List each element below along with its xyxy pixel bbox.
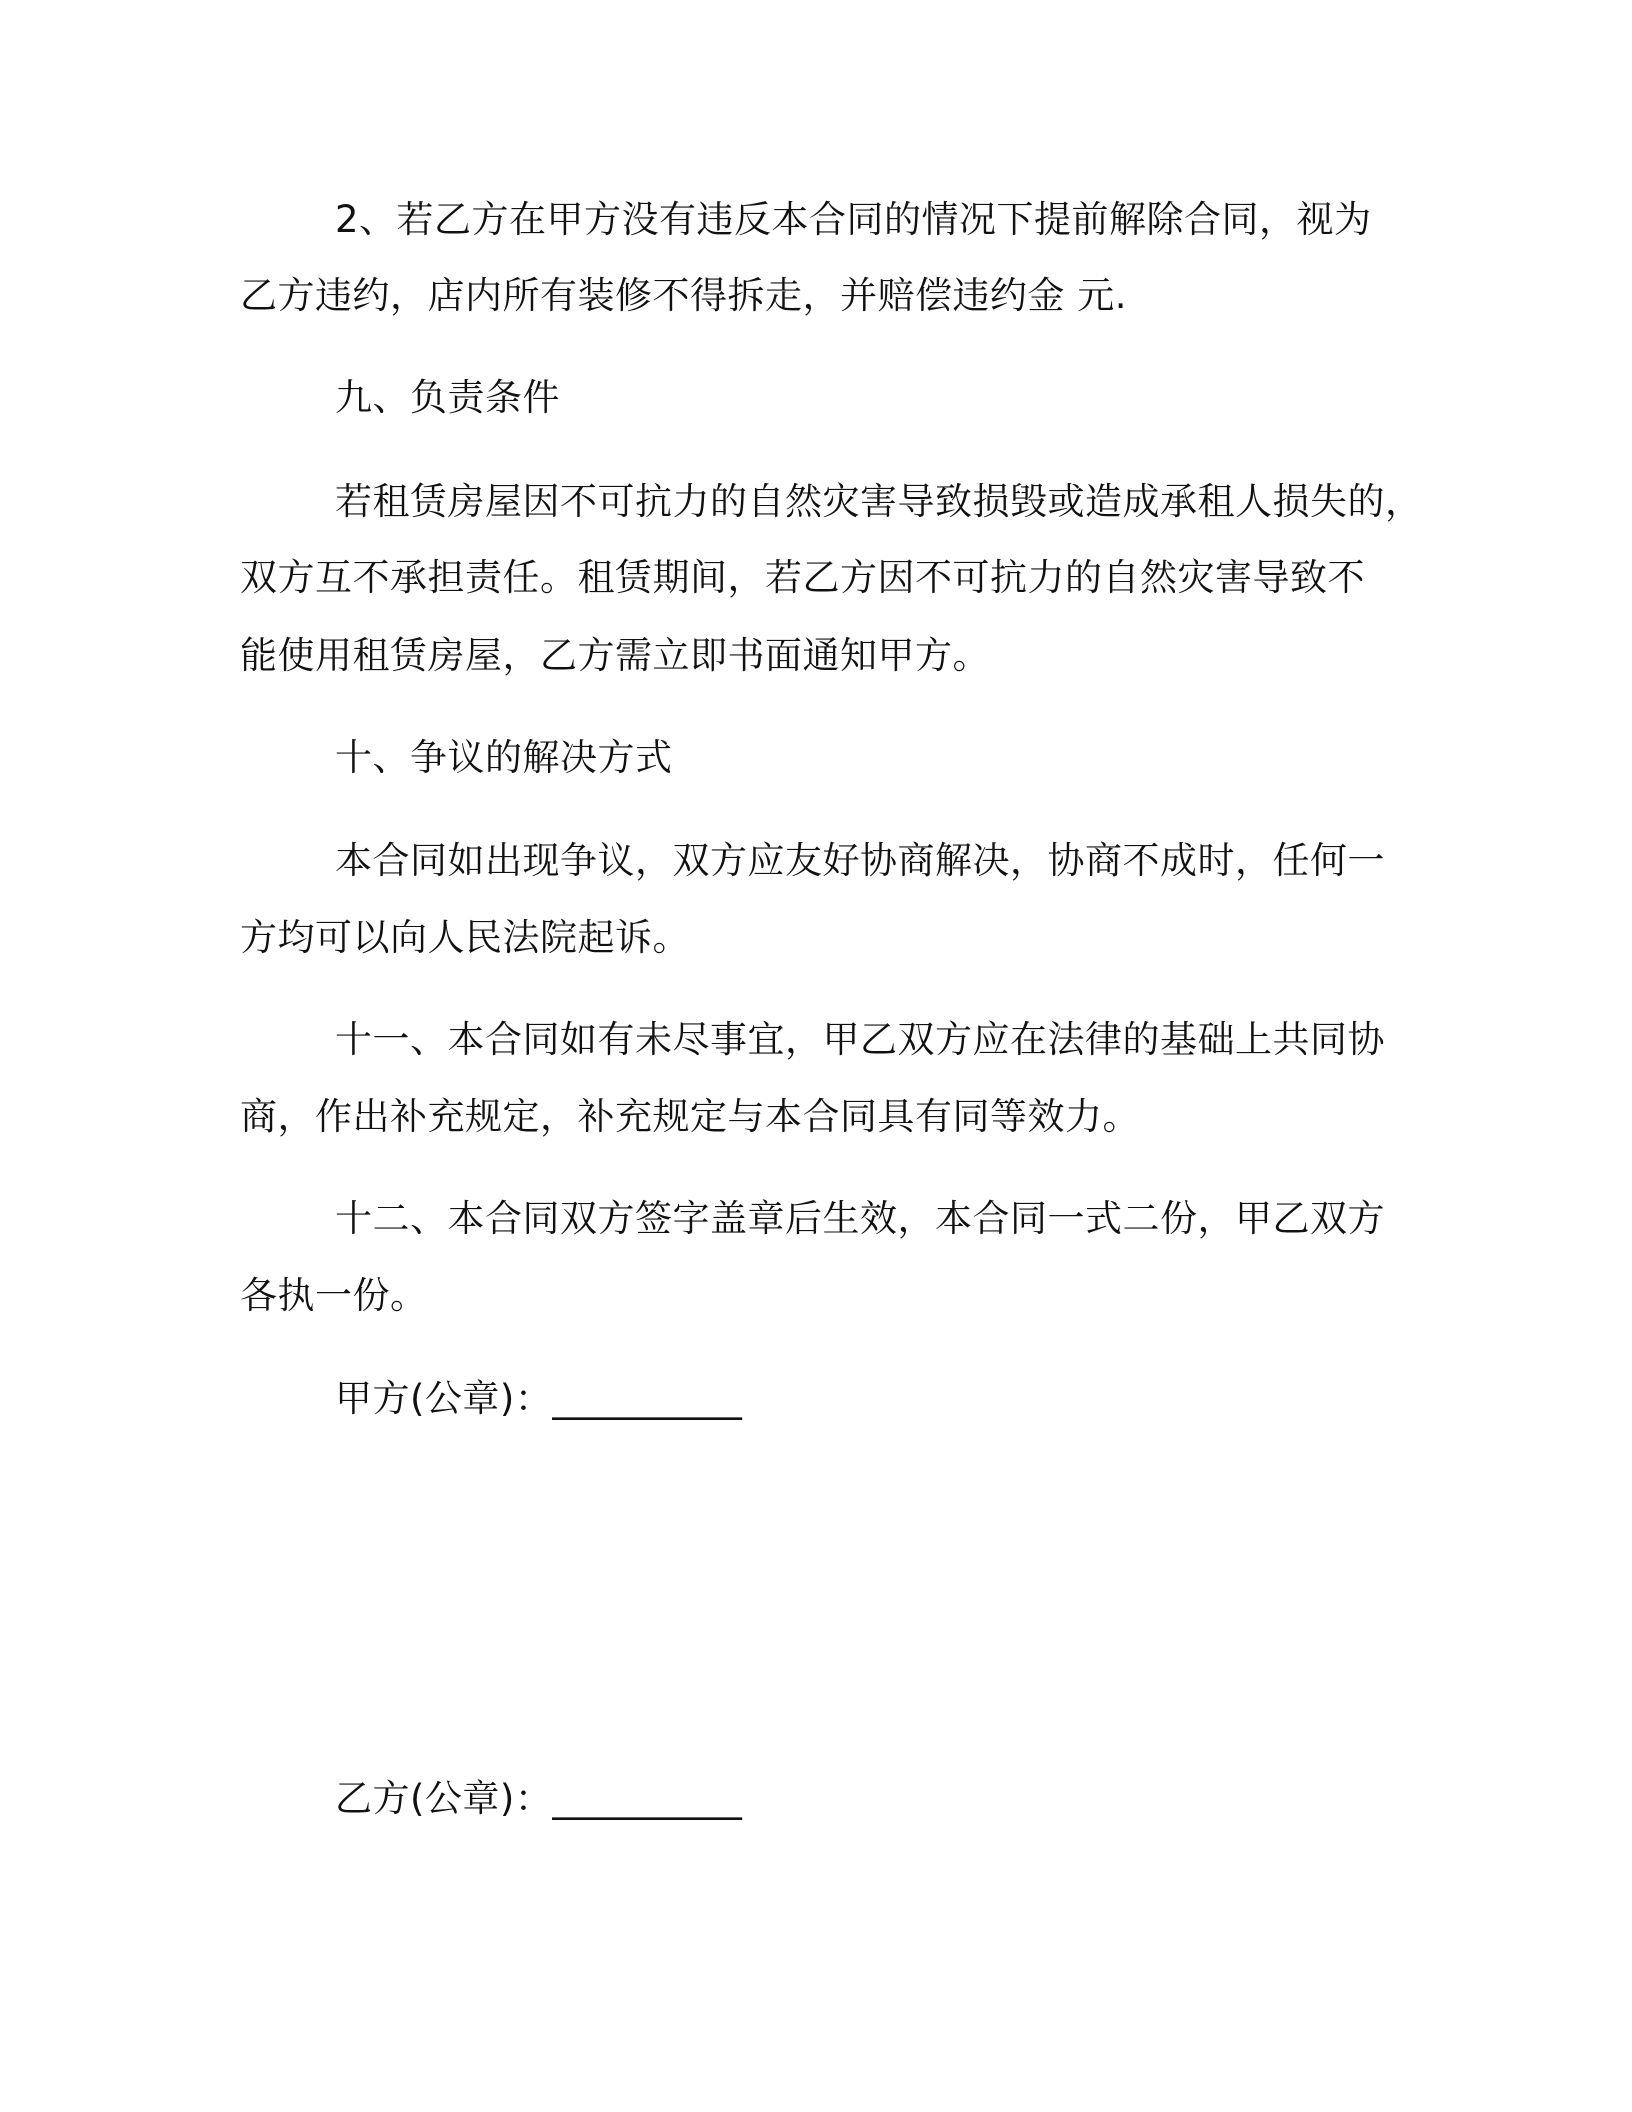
section-12-line-2: 各执一份。: [240, 1274, 428, 1317]
section-11-line-2: 商，作出补充规定，补充规定与本合同具有同等效力。: [240, 1095, 1140, 1138]
section-9-heading: 九、负责条件: [335, 376, 560, 419]
section-9-line-2: 双方互不承担责任。租赁期间，若乙方因不可抗力的自然灾害导致不: [240, 556, 1365, 599]
party-b-signature-line: 乙方(公章)：__________: [335, 1777, 743, 1820]
section-9-line-1: 若租赁房屋因不可抗力的自然灾害导致损毁或造成承租人损失的，: [335, 480, 1423, 523]
section-10-line-2: 方均可以向人民法院起诉。: [240, 916, 690, 959]
party-a-signature-line: 甲方(公章)：__________: [335, 1377, 743, 1420]
section-11-line-1: 十一、本合同如有未尽事宜，甲乙双方应在法律的基础上共同协: [335, 1018, 1385, 1061]
clause-8-2-line-1: 2、若乙方在甲方没有违反本合同的情况下提前解除合同，视为: [335, 198, 1372, 241]
section-10-line-1: 本合同如出现争议，双方应友好协商解决，协商不成时，任何一: [335, 839, 1385, 882]
section-12-line-1: 十二、本合同双方签字盖章后生效，本合同一式二份，甲乙双方: [335, 1197, 1385, 1240]
clause-8-2-line-2: 乙方违约，店内所有装修不得拆走，并赔偿违约金 元.: [240, 274, 1128, 317]
section-10-heading: 十、争议的解决方式: [335, 736, 673, 779]
section-9-line-3: 能使用租赁房屋，乙方需立即书面通知甲方。: [240, 634, 990, 677]
